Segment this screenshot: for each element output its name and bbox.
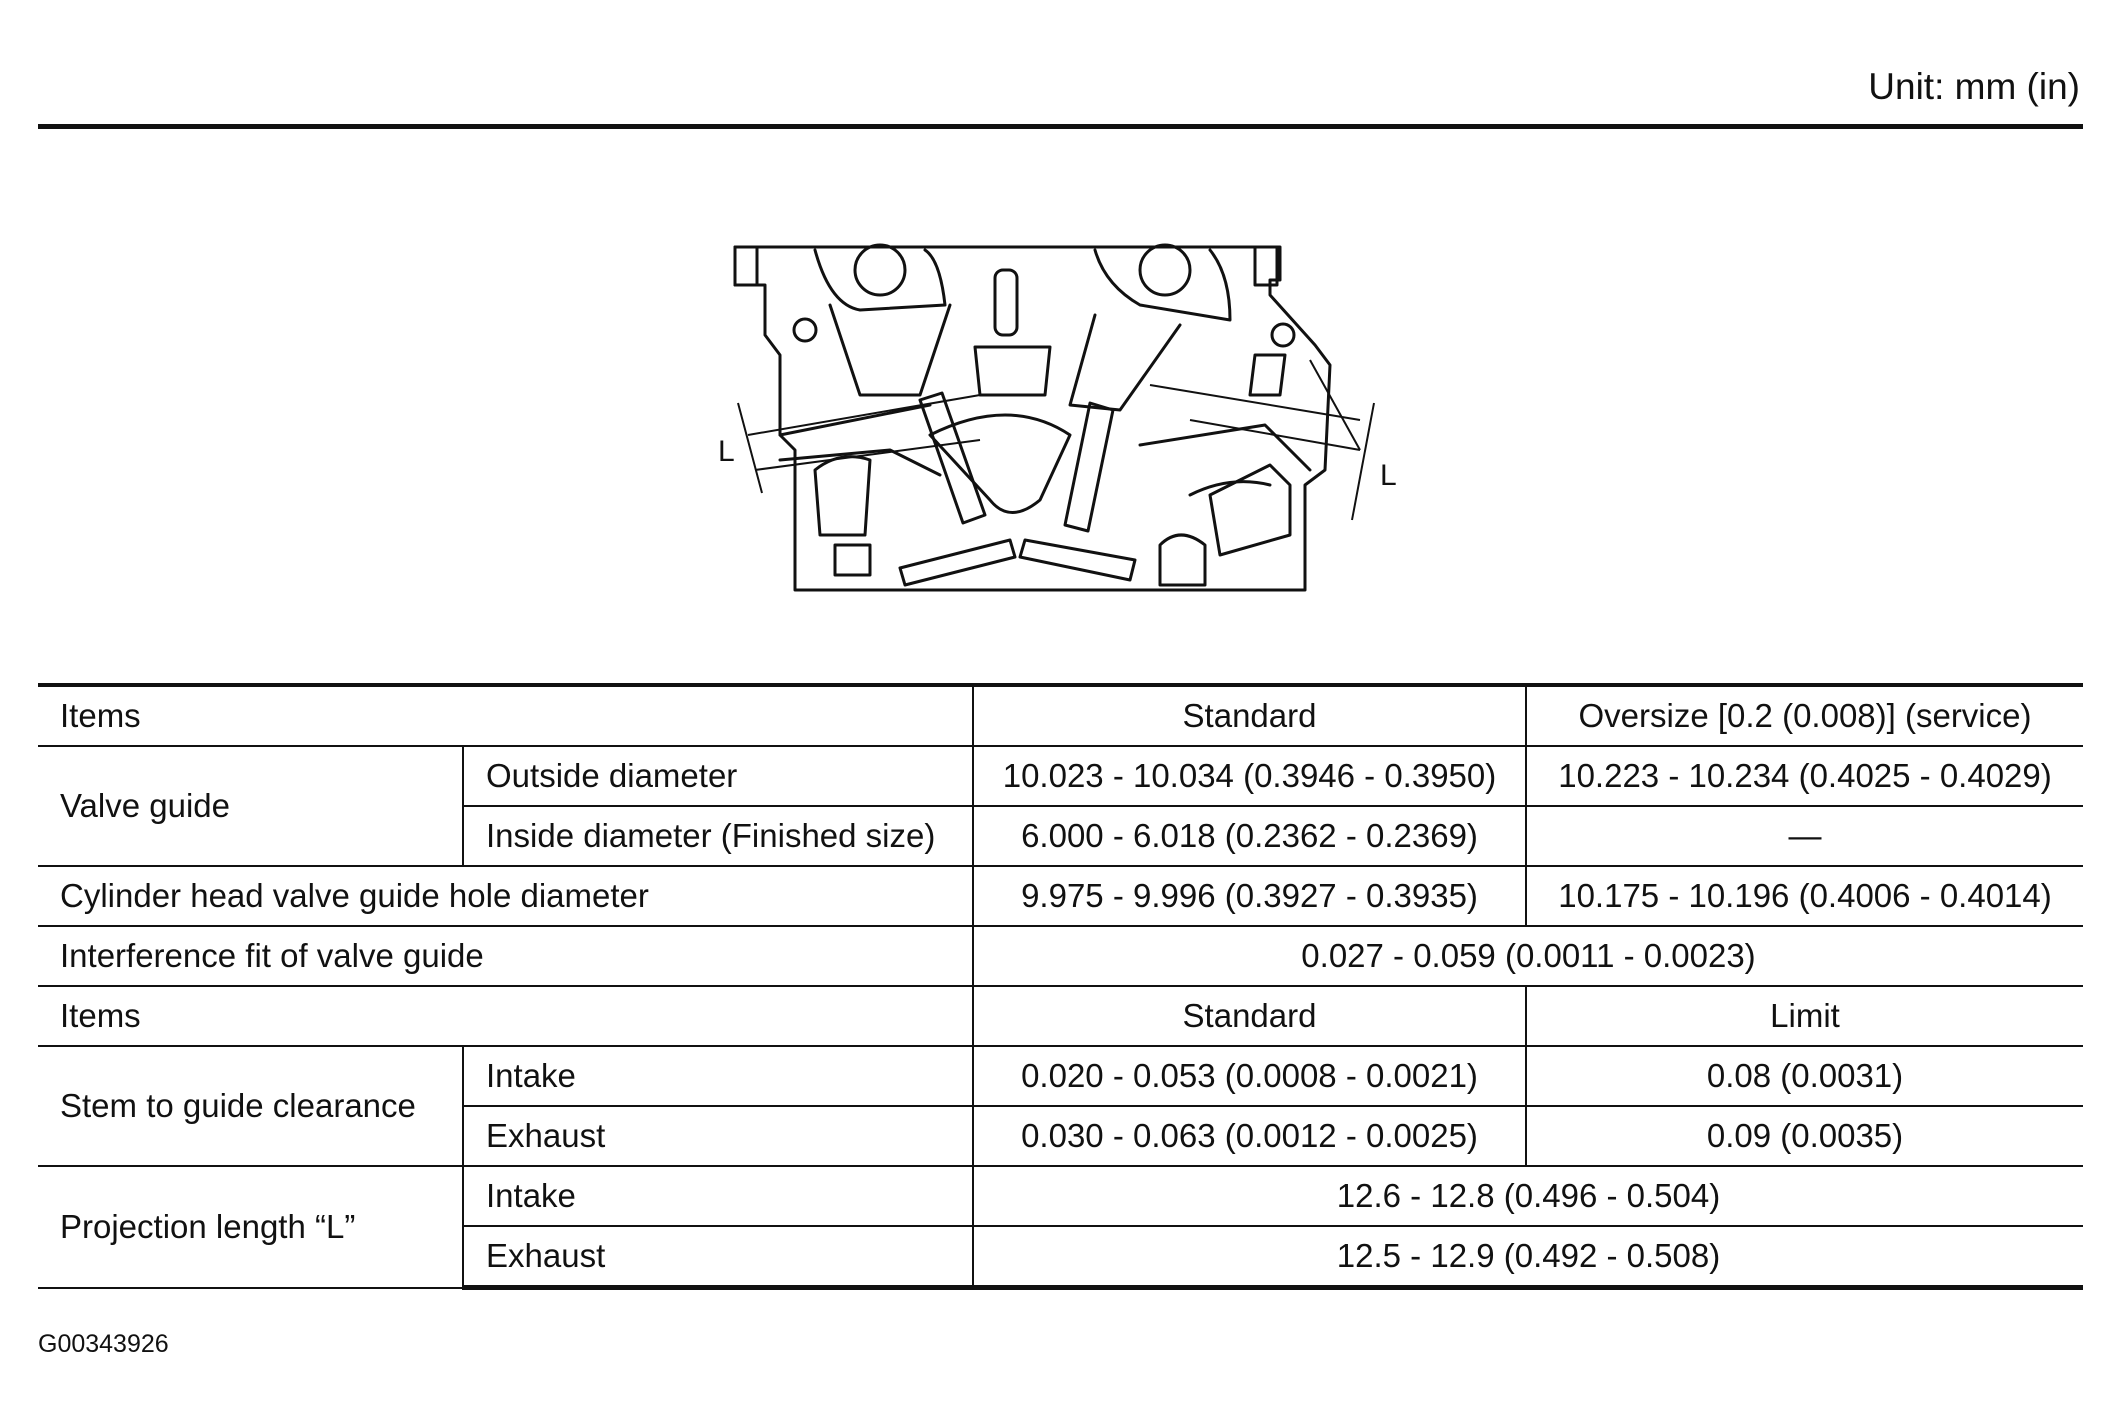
outside-diameter-oversize: 10.223 - 10.234 (0.4025 - 0.4029)	[1526, 746, 2083, 806]
table-row	[38, 746, 2083, 806]
dimension-label-right: L	[1380, 459, 1397, 492]
cylinder-head-diagram	[710, 235, 1410, 610]
hole-diameter-oversize: 10.175 - 10.196 (0.4006 - 0.4014)	[1526, 866, 2083, 926]
projection-intake-label: Intake	[463, 1166, 973, 1226]
stem-exhaust-standard: 0.030 - 0.063 (0.0012 - 0.0025)	[973, 1106, 1526, 1166]
outside-diameter-standard: 10.023 - 10.034 (0.3946 - 0.3950)	[973, 746, 1526, 806]
inside-diameter-oversize: —	[1526, 806, 2083, 866]
stem-exhaust-label: Exhaust	[463, 1106, 973, 1166]
table-row	[38, 1046, 2083, 1106]
stem-intake-limit: 0.08 (0.0031)	[1526, 1046, 2083, 1106]
items-header: Items	[38, 685, 973, 746]
table-row	[38, 866, 2083, 926]
table-row	[38, 1166, 2083, 1226]
items-header-2: Items	[38, 986, 973, 1046]
projection-exhaust-value: 12.5 - 12.9 (0.492 - 0.508)	[973, 1226, 2083, 1288]
top-rule	[38, 124, 2083, 129]
stem-clearance-label: Stem to guide clearance	[38, 1046, 463, 1166]
interference-fit-value: 0.027 - 0.059 (0.0011 - 0.0023)	[973, 926, 2083, 986]
figure-code: G00343926	[38, 1330, 169, 1358]
stem-intake-label: Intake	[463, 1046, 973, 1106]
interference-fit-label: Interference fit of valve guide	[38, 926, 973, 986]
standard-header: Standard	[973, 685, 1526, 746]
stem-exhaust-limit: 0.09 (0.0035)	[1526, 1106, 2083, 1166]
projection-intake-value: 12.6 - 12.8 (0.496 - 0.504)	[973, 1166, 2083, 1226]
table-row	[38, 986, 2083, 1046]
limit-header: Limit	[1526, 986, 2083, 1046]
table-row	[38, 685, 2083, 746]
dimension-label-left: L	[718, 435, 735, 468]
hole-diameter-standard: 9.975 - 9.996 (0.3927 - 0.3935)	[973, 866, 1526, 926]
projection-exhaust-label: Exhaust	[463, 1226, 973, 1288]
outside-diameter-label: Outside diameter	[463, 746, 973, 806]
standard-header-2: Standard	[973, 986, 1526, 1046]
valve-guide-label: Valve guide	[38, 746, 463, 866]
inside-diameter-standard: 6.000 - 6.018 (0.2362 - 0.2369)	[973, 806, 1526, 866]
spec-table	[38, 683, 2083, 1290]
stem-intake-standard: 0.020 - 0.053 (0.0008 - 0.0021)	[973, 1046, 1526, 1106]
inside-diameter-label: Inside diameter (Finished size)	[463, 806, 973, 866]
unit-label: Unit: mm (in)	[1868, 66, 2080, 107]
table-row	[38, 926, 2083, 986]
oversize-header: Oversize [0.2 (0.008)] (service)	[1526, 685, 2083, 746]
hole-diameter-label: Cylinder head valve guide hole diameter	[38, 866, 973, 926]
projection-length-label: Projection length “L”	[38, 1166, 463, 1288]
